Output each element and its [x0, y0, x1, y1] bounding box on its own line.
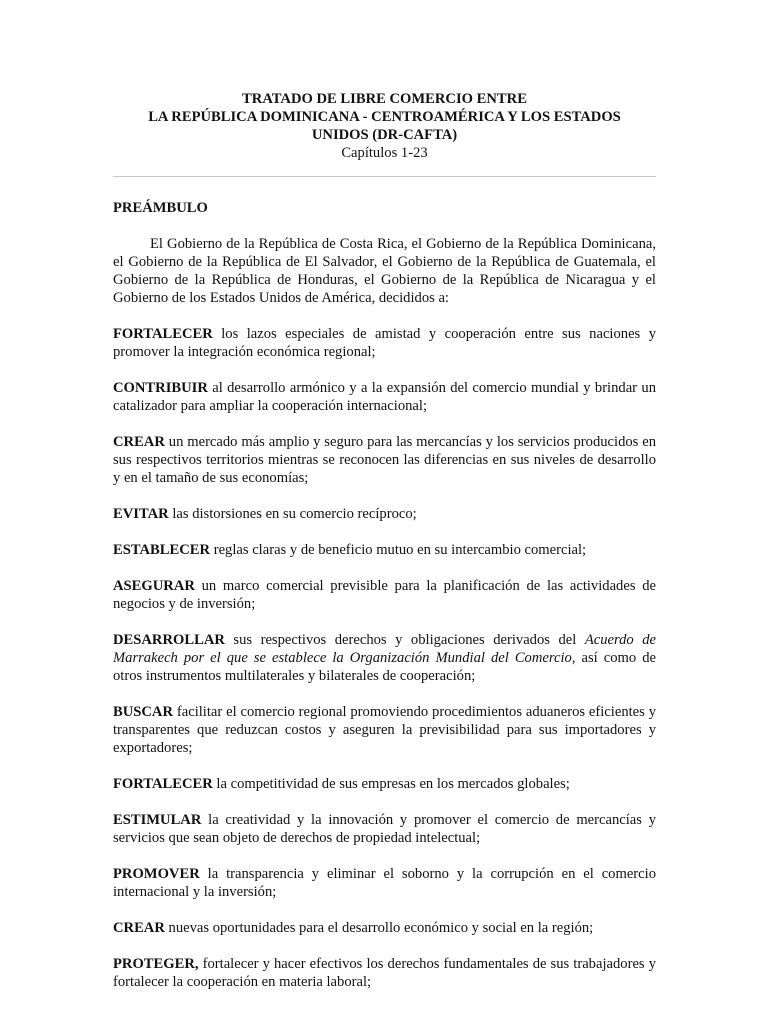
preamble-intro: El Gobierno de la República de Costa Rica, el Gobierno de la República Dominicana, el Gobierno de la República de El Salvador, el Gobierno de la República de Guatemala, el Gobierno de la República de Honduras, el Gobierno de la República de Nicaragua y el Gobierno de los Estados Unidos de América, decididos a:: [113, 236, 656, 306]
preamble-section: [113, 199, 656, 1009]
clause: [113, 541, 656, 559]
clause-keyword: EVITAR: [113, 506, 169, 522]
clause-text: reglas claras y de beneficio mutuo en su intercambio comercial;: [210, 542, 587, 558]
clause-keyword: CREAR: [113, 434, 165, 450]
clause-text: un marco comercial previsible para la planificación de las actividades de negocios y de inversión;: [113, 578, 656, 612]
clause-text: la competitividad de sus empresas en los mercados globales;: [212, 776, 570, 792]
title-line-3: UNIDOS (DR-CAFTA): [311, 127, 458, 143]
clause-keyword: ESTABLECER: [113, 542, 211, 558]
clause-keyword: CONTRIBUIR: [113, 380, 208, 396]
clause: [113, 379, 656, 415]
clause: [113, 775, 656, 793]
clause: [113, 919, 656, 937]
title-line-1: TRATADO DE LIBRE COMERCIO ENTRE: [242, 91, 527, 107]
clause: [113, 955, 656, 991]
clause-text: los lazos especiales de amistad y cooperación entre sus naciones y promover la integración económica regional;: [113, 326, 656, 360]
clause: [113, 703, 656, 757]
clause-text: un mercado más amplio y seguro para las mercancías y los servicios producidos en sus respectivos territorios mientras se reconocen las diferencias en sus niveles de desarrollo y en el tamaño de sus economías;: [113, 434, 656, 486]
clause-text: nuevas oportunidades para el desarrollo económico y social en la región;: [164, 920, 594, 936]
clause-italic-reference: Acuerdo de Marrakech por el que se establece la Organización Mundial del Comercio: [113, 632, 656, 666]
title-line-2: LA REPÚBLICA DOMINICANA - CENTROAMÉRICA Y LOS ESTADOS: [148, 109, 621, 125]
clause: [113, 505, 656, 523]
clause-text: la transparencia y eliminar el soborno y la corrupción en el comercio internacional y la inversión;: [113, 866, 656, 900]
clause-keyword: DESARROLLAR: [113, 632, 225, 648]
clause-keyword: PROMOVER: [113, 866, 200, 882]
clause-text: facilitar el comercio regional promoviendo procedimientos aduaneros eficientes y transparentes que reduzcan costos y aseguren la previsibilidad para sus importadores y exportadores;: [113, 704, 656, 756]
clause-keyword: FORTALECER: [113, 326, 213, 342]
document-title: [113, 90, 656, 162]
clause-text: al desarrollo armónico y a la expansión del comercio mundial y brindar un catalizador para ampliar la cooperación internacional;: [113, 380, 656, 414]
document-subtitle: Capítulos 1-23: [341, 145, 428, 161]
clause-keyword: CREAR: [113, 920, 165, 936]
preamble-heading: PREÁMBULO: [113, 200, 208, 216]
clause-text: fortalecer y hacer efectivos los derechos fundamentales de sus trabajadores y fortalecer la cooperación en materia laboral;: [113, 956, 656, 990]
clause: [113, 433, 656, 487]
clause-text: sus respectivos derechos y obligaciones derivados del: [224, 632, 585, 648]
clause: [113, 811, 656, 847]
clause-keyword: ESTIMULAR: [113, 812, 202, 828]
clause-keyword: ASEGURAR: [113, 578, 195, 594]
clause-text: la creatividad y la innovación y promover el comercio de mercancías y servicios que sean objeto de derechos de propiedad intelectual;: [113, 812, 656, 846]
clause-text: las distorsiones en su comercio recíproco;: [168, 506, 417, 522]
clause-keyword: FORTALECER: [113, 776, 213, 792]
clause-text-after: , así como de otros instrumentos multilaterales y bilaterales de cooperación;: [113, 650, 656, 684]
clause: [113, 325, 656, 361]
clause-keyword: PROTEGER,: [113, 956, 199, 972]
clause: [113, 865, 656, 901]
clause: [113, 577, 656, 613]
clause: [113, 631, 656, 685]
header-divider: [113, 176, 656, 177]
clause-keyword: BUSCAR: [113, 704, 174, 720]
document-header: [113, 90, 656, 162]
